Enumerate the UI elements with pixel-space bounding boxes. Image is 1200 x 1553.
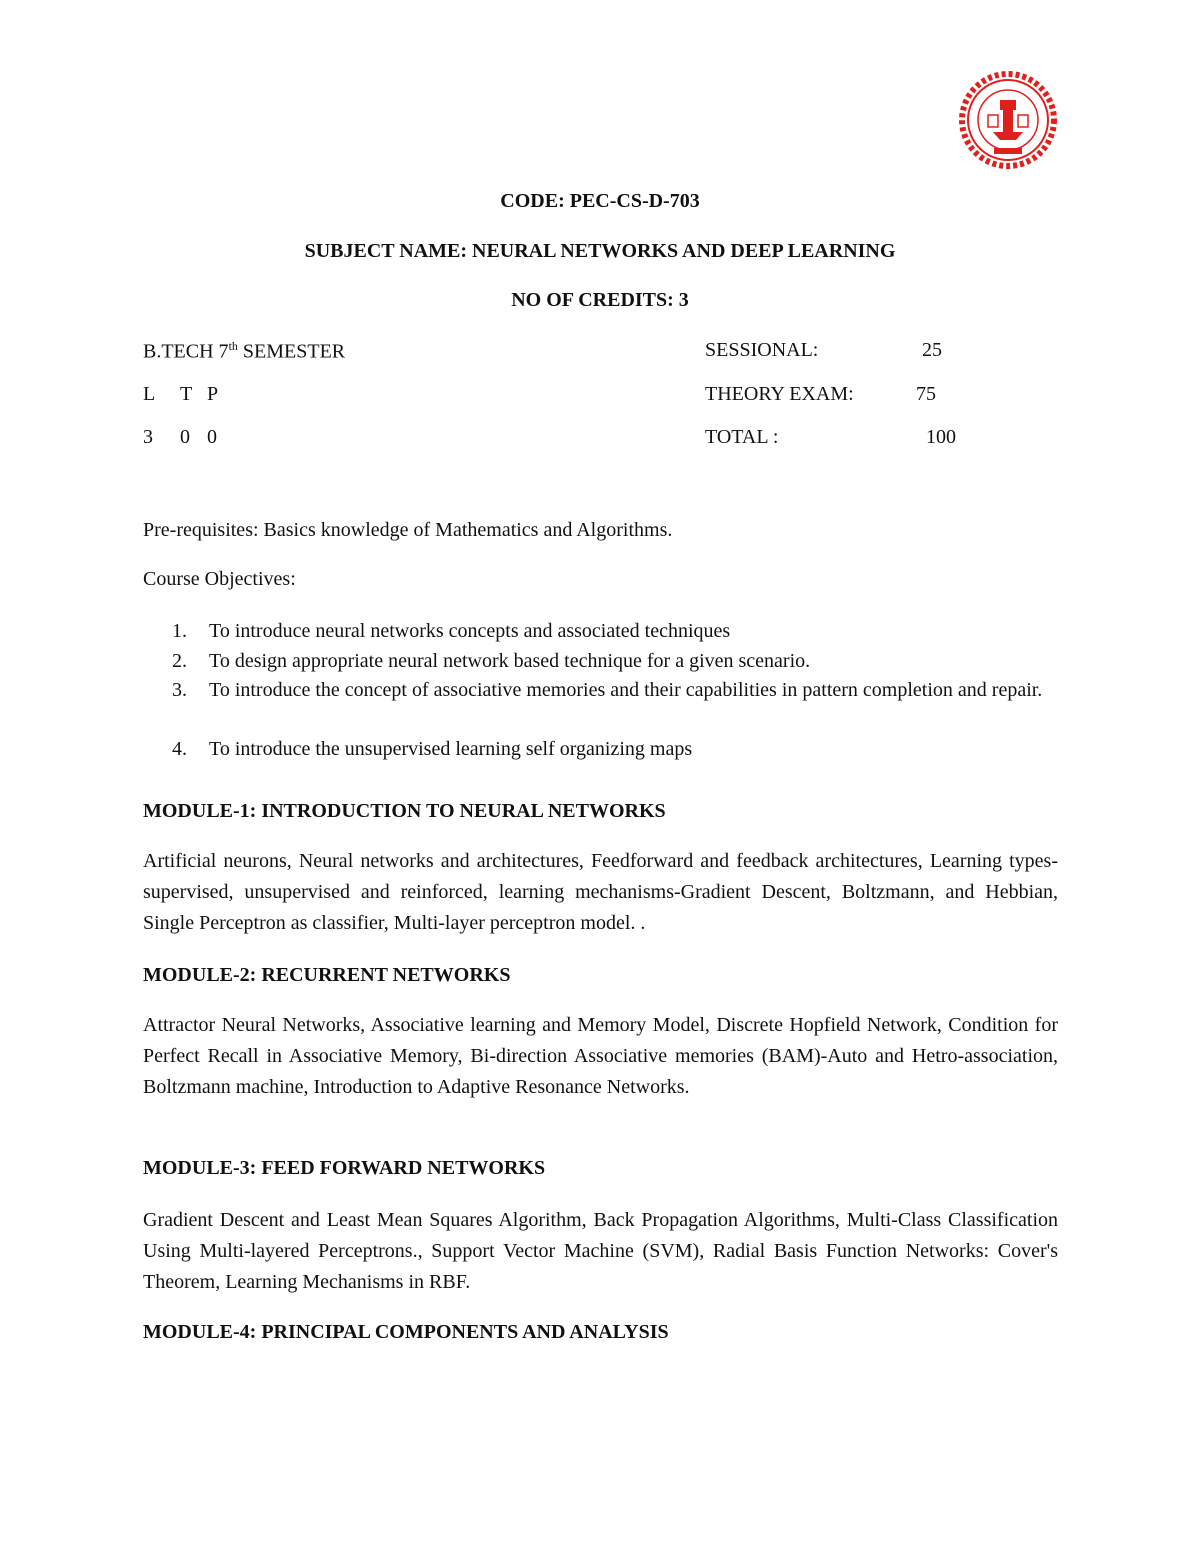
university-seal-icon: [958, 70, 1058, 170]
ltp-value-p: 0: [207, 426, 217, 448]
theory-exam-label: THEORY EXAM:: [705, 383, 854, 405]
ltp-label-t: T: [180, 383, 193, 405]
objectives-heading: Course Objectives:: [143, 568, 296, 590]
module-2-body: Attractor Neural Networks, Associative learning and Memory Model, Discrete Hopfield Network, Condition for Perfect Recall in Associative Memory, Bi-direction Associative memories (BAM)-Auto and Hetro-association, Boltzmann machine, Introduction to Adaptive Resonance Networks.: [143, 1014, 1058, 1098]
ltp-value-l: 3: [143, 426, 153, 448]
module-1-title: MODULE-1: INTRODUCTION TO NEURAL NETWORKS: [143, 800, 666, 822]
module-2-title: MODULE-2: RECURRENT NETWORKS: [143, 964, 511, 986]
semester-label: B.TECH 7th SEMESTER: [143, 339, 346, 363]
course-code: CODE: PEC-CS-D-703: [500, 190, 700, 212]
sessional-label: SESSIONAL:: [705, 339, 819, 361]
ltp-value-t: 0: [180, 426, 190, 448]
ltp-label-l: L: [143, 383, 156, 405]
module-3-title: MODULE-3: FEED FORWARD NETWORKS: [143, 1157, 546, 1179]
theory-exam-value: 75: [916, 383, 936, 405]
sessional-value: 25: [922, 339, 942, 361]
module-4-title: MODULE-4: PRINCIPAL COMPONENTS AND ANALYSIS: [143, 1321, 669, 1343]
total-value: 100: [926, 426, 956, 448]
subject-name: SUBJECT NAME: NEURAL NETWORKS AND DEEP LEARNING: [304, 240, 896, 262]
total-label: TOTAL :: [705, 426, 779, 448]
module-1-body: Artificial neurons, Neural networks and architectures, Feedforward and feedback architectures, Learning types-supervised, unsupervised and reinforced, learning mechanisms-Gradient Descent, Boltzmann, and Hebbian, Single Perceptron as classifier, Multi-layer perceptron model. .: [143, 850, 1058, 934]
ltp-label-p: P: [207, 383, 219, 405]
credits: NO OF CREDITS: 3: [511, 289, 689, 311]
module-3-body: Gradient Descent and Least Mean Squares Algorithm, Back Propagation Algorithms, Multi-Class Classification Using Multi-layered Perceptrons., Support Vector Machine (SVM), Radial Basis Function Networks: Cover's Theorem, Learning Mechanisms in RBF.: [143, 1209, 1058, 1293]
prerequisites: Pre-requisites: Basics knowledge of Mathematics and Algorithms.: [143, 519, 673, 541]
